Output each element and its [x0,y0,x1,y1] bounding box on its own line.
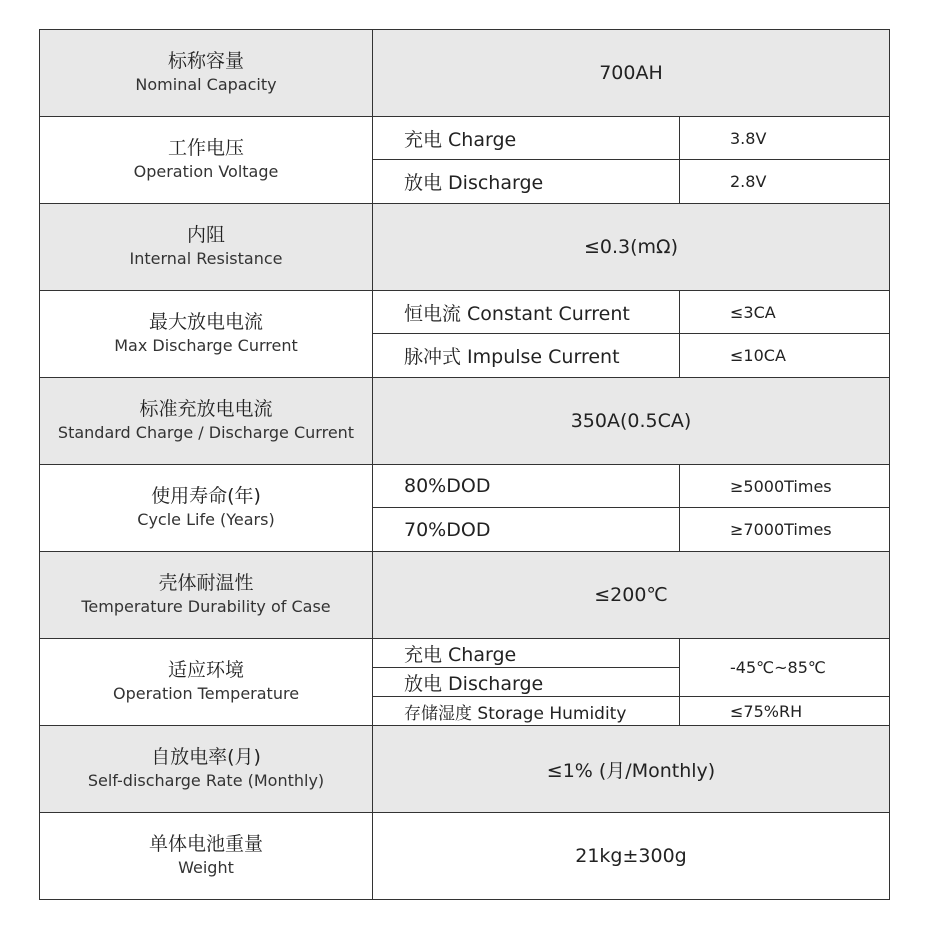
row-nominal-capacity [40,30,890,117]
sub-value-impulse-current: ≤10CA [680,334,890,378]
label-en: Max Discharge Current [114,336,298,355]
label-zh: 使用寿命(年) [151,485,261,507]
label-en: Internal Resistance [129,249,283,268]
value-standard-current: 350A(0.5CA) [373,378,890,465]
label-operation-voltage [40,117,373,204]
sub-label-op-charge: 充电 Charge [373,639,680,668]
row-temperature-durability [40,552,890,639]
label-en: Nominal Capacity [135,75,277,94]
label-en: Temperature Durability of Case [81,597,331,616]
label-zh: 适应环境 [167,659,244,681]
sub-label-storage-humidity: 存储湿度 Storage Humidity [373,697,680,726]
spec-table [39,29,890,900]
label-en: Cycle Life (Years) [137,510,275,529]
sub-value-70-dod: ≥7000Times [680,508,890,552]
label-zh: 标准充放电电流 [139,398,273,420]
label-zh: 最大放电电流 [148,311,263,333]
label-en: Operation Temperature [112,684,300,703]
sub-label-charge: 充电 Charge [373,117,680,160]
value-internal-resistance: ≤0.3(mΩ) [373,204,890,291]
row-self-discharge [40,726,890,813]
label-standard-current [40,378,373,465]
row-max-discharge-current [40,291,890,334]
label-max-discharge-current [40,291,373,378]
label-en: Standard Charge / Discharge Current [57,423,355,442]
label-en: Weight [178,858,234,877]
label-zh: 标称容量 [167,50,244,72]
sub-label-discharge: 放电 Discharge [373,160,680,204]
sub-label-impulse-current: 脉冲式 Impulse Current [373,334,680,378]
sub-value-charge: 3.8V [680,117,890,160]
label-operation-temperature [40,639,373,726]
sub-value-constant-current: ≤3CA [680,291,890,334]
row-operation-voltage [40,117,890,160]
label-self-discharge [40,726,373,813]
label-zh: 自放电率(月) [151,746,261,768]
sub-value-80-dod: ≥5000Times [680,465,890,508]
label-en: Operation Voltage [133,162,279,181]
label-weight [40,813,373,900]
label-temperature-durability [40,552,373,639]
label-zh: 内阻 [186,224,225,246]
sub-value-storage-humidity: ≤75%RH [680,697,890,726]
label-internal-resistance [40,204,373,291]
label-nominal-capacity [40,30,373,117]
sub-label-op-discharge: 放电 Discharge [373,668,680,697]
value-weight: 21kg±300g [373,813,890,900]
sub-label-80-dod: 80%DOD [373,465,680,508]
value-temperature-durability: ≤200℃ [373,552,890,639]
row-weight [40,813,890,900]
sub-label-constant-current: 恒电流 Constant Current [373,291,680,334]
label-zh: 壳体耐温性 [158,572,254,594]
row-internal-resistance [40,204,890,291]
label-en: Self-discharge Rate (Monthly) [87,771,325,790]
row-standard-current [40,378,890,465]
sub-value-discharge: 2.8V [680,160,890,204]
sub-value-temperature-range: -45℃~85℃ [680,639,890,697]
label-cycle-life [40,465,373,552]
row-operation-temperature [40,639,890,668]
value-self-discharge: ≤1% (月/Monthly) [373,726,890,813]
sub-label-70-dod: 70%DOD [373,508,680,552]
label-zh: 工作电压 [167,137,244,159]
row-cycle-life [40,465,890,508]
value-nominal-capacity: 700AH [373,30,890,117]
label-zh: 单体电池重量 [148,833,263,855]
